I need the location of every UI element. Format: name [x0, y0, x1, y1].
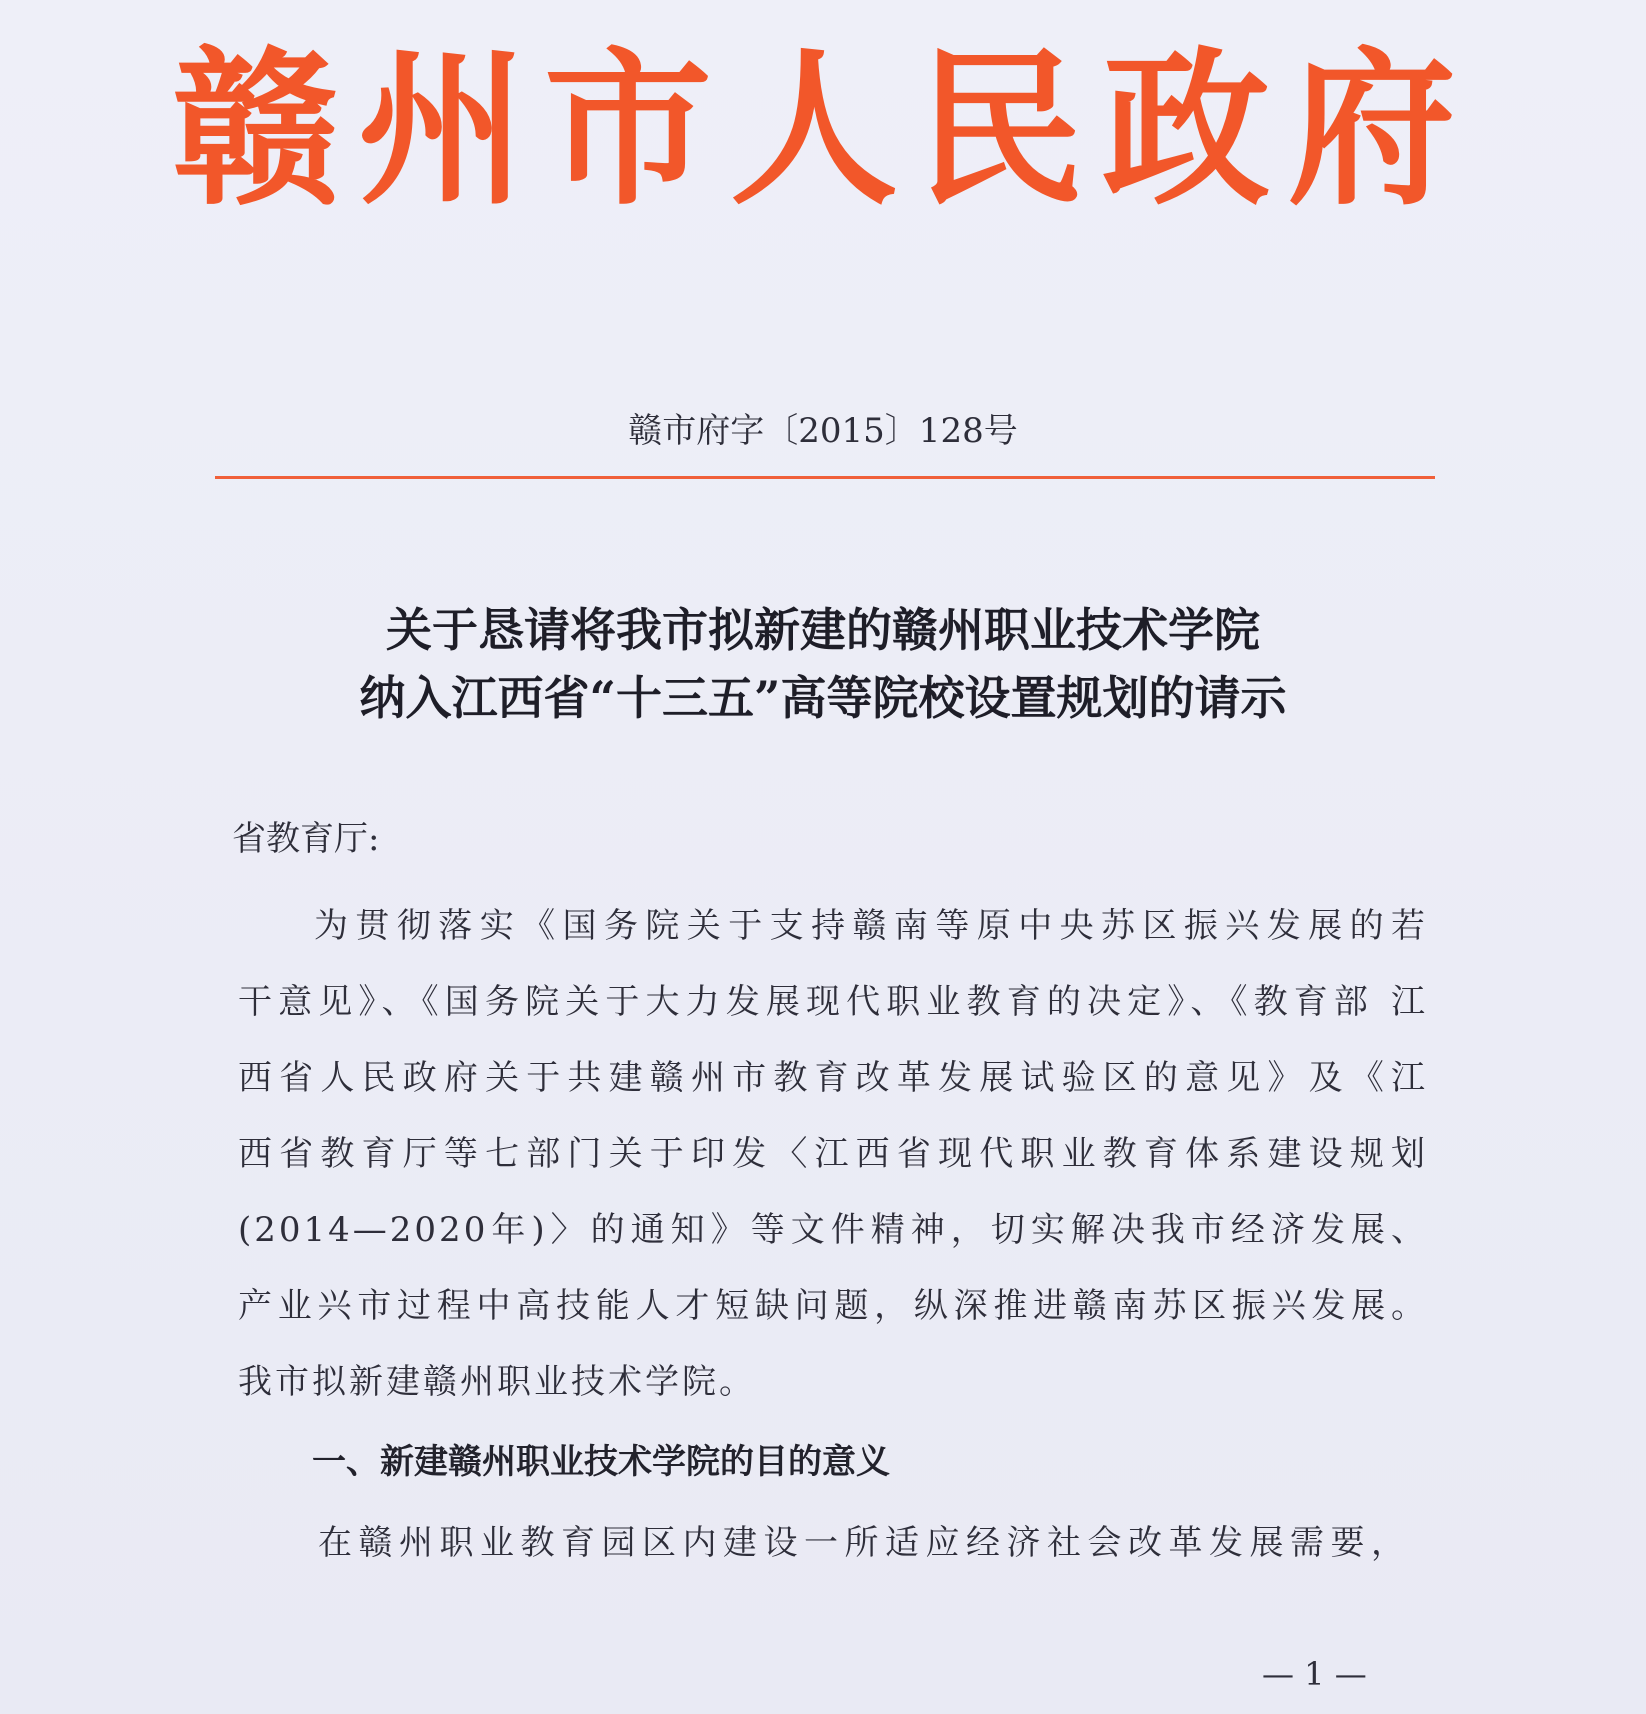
body-line: (2014—2020年)〉的通知》等文件精神，切实解决我市经济发展、	[238, 1210, 1428, 1250]
body-line: 西省教育厅等七部门关于印发〈江西省现代职业教育体系建设规划	[238, 1134, 1428, 1174]
body-line: 产业兴市过程中高技能人才短缺问题，纵深推进赣南苏区振兴发展。	[238, 1286, 1428, 1326]
document-title-line-2: 纳入江西省“十三五”高等院校设置规划的请示	[359, 671, 1287, 725]
page-number: — 1 —	[1262, 1655, 1367, 1693]
document-title-line-1: 关于恳请将我市拟新建的赣州职业技术学院	[386, 603, 1260, 657]
header-red-rule	[215, 476, 1435, 479]
body-paragraph	[238, 888, 1428, 1420]
section-heading: 一、新建赣州职业技术学院的目的意义	[312, 1442, 890, 1482]
body-line: 为贯彻落实《国务院关于支持赣南等原中央苏区振兴发展的若	[314, 906, 1428, 946]
body-line: 西省人民政府关于共建赣州市教育改革发展试验区的意见》及《江	[238, 1058, 1428, 1098]
document-title	[0, 596, 1646, 732]
addressee: 省教育厅:	[232, 819, 380, 859]
body-line: 干意见》、《国务院关于大力发展现代职业教育的决定》、《教育部 江	[238, 982, 1428, 1022]
section-body-line: 在赣州职业教育园区内建设一所适应经济社会改革发展需要，	[318, 1523, 1408, 1563]
issuing-authority-header: 赣州市人民政府	[172, 32, 1474, 228]
body-line: 我市拟新建赣州职业技术学院。	[238, 1362, 756, 1402]
document-number: 赣市府字〔2015〕128号	[628, 411, 1018, 451]
